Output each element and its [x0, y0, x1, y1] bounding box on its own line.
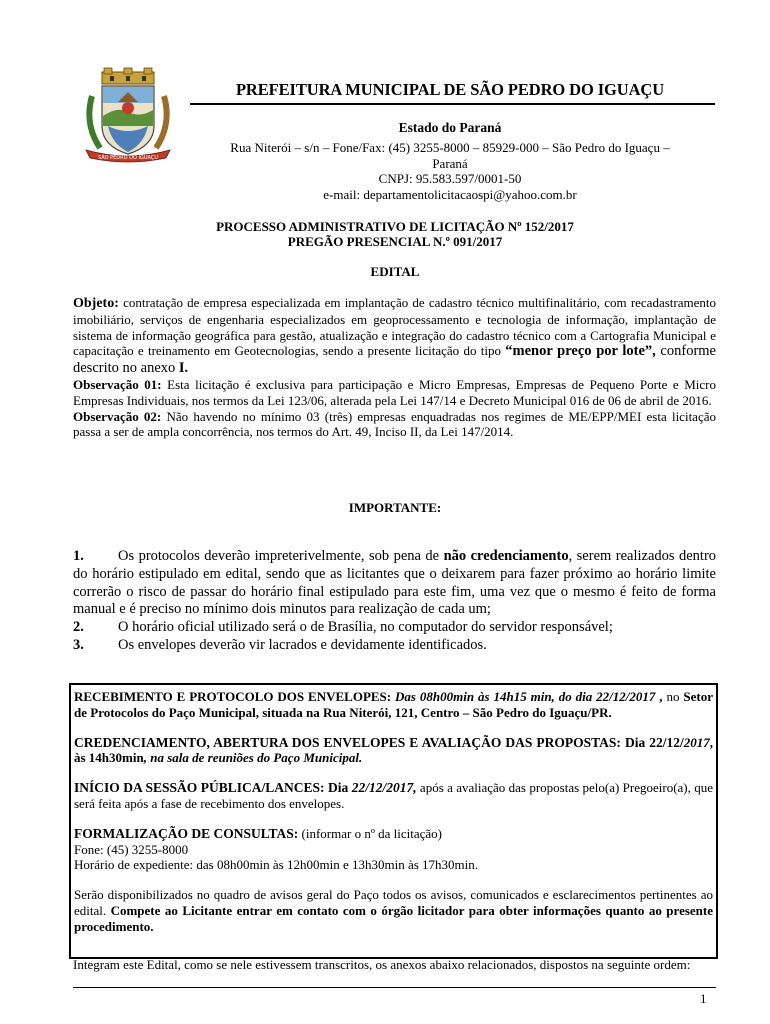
item-number: 1. — [73, 548, 84, 564]
item-text-end: , serem realizados dentro do horário estipulado em edital, sendo que as licitantes que o deixarem para fazer próximo ao horário limite correrão o risco de passar do horário final estipulado para este fim, uma vez que o mesmo é feito de forma manual e é preciso no mínimo dois minutos para realização de cada um; — [73, 548, 717, 618]
pregao-number: PREGÃO PRESENCIAL N.º 091/2017 — [287, 234, 503, 249]
formalizacao-label: FORMALIZAÇÃO DE CONSULTAS: — [74, 825, 299, 841]
item-number: 3. — [73, 636, 84, 653]
objeto-text-2: conforme descrito no anexo — [73, 343, 716, 377]
item-text: O horário oficial utilizado será o de Brasília, no computador do servidor responsável; — [118, 619, 613, 636]
avisos-text: Serão disponibilizados no quadro de avisos geral do Paço todos os avisos, comunicados e esclarecimentos pertinentes ao edital. — [74, 887, 713, 918]
item-number: 2. — [73, 619, 84, 636]
svg-text:SÃO PEDRO DO IGUAÇU: SÃO PEDRO DO IGUAÇU — [97, 155, 159, 161]
integram-paragraph: Integram este Edital, como se nele estivessem transcritos, os anexos abaixo relacionados, dispostos na seguinte ordem: — [73, 957, 691, 972]
inicio-text: após a avaliação das propostas pelo(a) Pregoeiro(a), que será feita após a fase de recebimento dos envelopes. — [74, 780, 713, 811]
formalizacao-note: (informar o nº da licitação) — [298, 825, 442, 841]
list-item — [73, 619, 716, 637]
credenciamento-date: Dia 22/12/ — [620, 734, 684, 750]
recebimento-no: no — [662, 689, 684, 704]
formalizacao-paragraph — [74, 826, 713, 842]
state-name: Estado do Paraná — [398, 120, 502, 135]
address-line-1: Rua Niterói – s/n – Fone/Fax: (45) 3255-8000 – 85929-000 – São Pedro do Iguaçu – — [230, 140, 670, 155]
footer-rule — [73, 987, 716, 988]
fone-line: Fone: (45) 3255-8000 — [74, 841, 189, 857]
objeto-annex: I. — [178, 360, 189, 377]
item-text: Os envelopes deverão vir lacrados e devidamente identificados. — [118, 636, 487, 653]
importante-heading: IMPORTANTE: — [348, 500, 442, 515]
contact-block — [200, 140, 700, 202]
credenciamento-year: 2017 — [683, 734, 710, 750]
objeto-label: Objeto: — [73, 296, 119, 311]
important-list — [73, 548, 716, 655]
edital-heading: EDITAL — [370, 264, 420, 279]
item-text: Os protocolos deverão impreterivelmente, sob pena de — [118, 548, 444, 564]
inicio-paragraph — [74, 780, 713, 812]
avisos-paragraph — [74, 887, 713, 934]
municipal-crest-logo — [78, 66, 178, 166]
cnpj-line: CNPJ: 95.583.597/0001-50 — [378, 171, 522, 186]
list-item — [73, 548, 716, 619]
obs2-label: Observação 02: — [73, 408, 162, 424]
objeto-paragraph — [73, 295, 716, 377]
obs2-text: Não havendo no mínimo 03 (três) empresas enquadradas nos regimes de ME/EPP/MEI esta licitação passa a ser de ampla concorrência, nos termos do Art. 49, Inciso II, da Lei 147/2014. — [73, 408, 716, 440]
observacao-02 — [73, 409, 716, 441]
recebimento-comma: , — [655, 689, 663, 704]
recebimento-place: Setor de Protocolos do Paço Municipal, situada na Rua Niterói, 121, Centro – São Pedro do Iguaçu/PR. — [74, 689, 713, 720]
title-underline — [190, 103, 715, 105]
avisos-bold-text: Compete ao Licitante entrar em contato com o órgão licitador para obter informações quanto ao presente procedimento. — [74, 902, 713, 934]
recebimento-label: RECEBIMENTO E PROTOCOLO DOS ENVELOPES: — [74, 689, 392, 704]
recebimento-time: Das 08h00min às 14h15 min, do dia 22/12/2017 — [391, 689, 656, 704]
obs1-text: Esta licitação é exclusiva para participação e Micro Empresas, Empresas de Pequeno Porte e Micro Empresas Individuais, nos termos da Lei 123/06, alterada pela Lei 147/14 e Decreto Municipal 016 de 06 de abril de 2016. — [73, 376, 717, 408]
inicio-label: INÍCIO DA SESSÃO PÚBLICA/LANCES: — [74, 780, 325, 796]
item-bold-text: não credenciamento — [443, 548, 569, 564]
objeto-text: contratação de empresa especializada em implantação de cadastro técnico multifinalitário, com recadastramento imobiliário, serviços de engenharia especializados em geoprocessamento e tecnologia de informação, implantação de sistema de informação geográfica para gestão, atualização e integração do cadastro técnico com a Cartografia Municipal e capacitação e treinamento em Geotecnologias, sendo a presente licitação do tipo — [73, 295, 716, 359]
inicio-dia: Dia — [324, 780, 352, 796]
credenciamento-paragraph — [74, 735, 713, 767]
recebimento-paragraph — [74, 689, 713, 721]
prefecture-title: PREFEITURA MUNICIPAL DE SÃO PEDRO DO IGUAÇU — [235, 80, 665, 99]
process-heading — [75, 219, 715, 249]
observacao-01 — [73, 377, 716, 409]
email-line: e-mail: departamentolicitacaospi@yahoo.com.br — [323, 186, 577, 202]
objeto-section — [73, 295, 716, 440]
process-number: PROCESSO ADMINISTRATIVO DE LICITAÇÃO Nº 152/2017 — [216, 219, 574, 234]
credenciamento-time: , às 14h30min — [74, 734, 713, 766]
page-number: 1 — [700, 991, 707, 1006]
obs1-label: Observação 01: — [73, 376, 162, 392]
address-line-2: Paraná — [432, 155, 468, 171]
horario-line: Horário de expediente: das 08h00min às 12h00min e 13h30min às 17h30min. — [74, 857, 479, 873]
list-item — [73, 637, 716, 655]
credenciamento-label: CREDENCIAMENTO, ABERTURA DOS ENVELOPES E AVALIAÇÃO DAS PROPOSTAS: — [74, 734, 621, 750]
schedule-box — [69, 683, 718, 959]
inicio-date: 22/12/2017, — [351, 780, 417, 796]
objeto-type: “menor preço por lote”, — [505, 343, 656, 360]
credenciamento-place: , na sala de reuniões do Paço Municipal. — [143, 750, 363, 766]
